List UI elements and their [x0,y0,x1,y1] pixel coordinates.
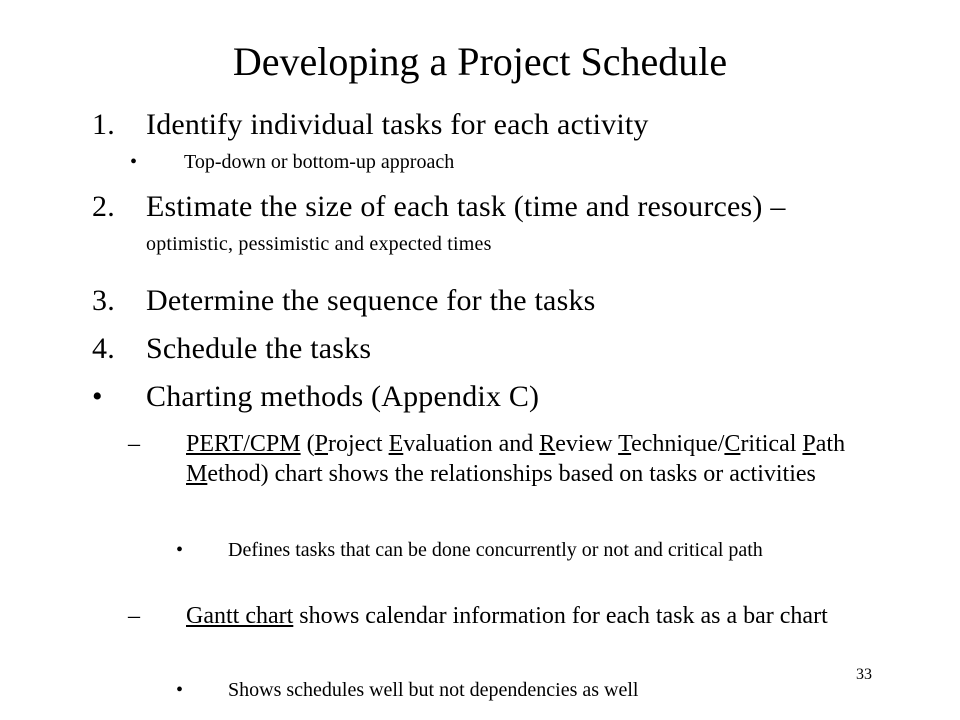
step-1-text: Identify individual tasks for each activity [146,108,649,141]
initial-letter: E [388,431,404,457]
step-4-text: Schedule the tasks [146,332,372,365]
gantt-item [128,601,868,631]
pert-cpm-text [186,429,868,489]
step-1 [92,108,822,142]
step-3-text: Determine the sequence for the tasks [146,284,596,317]
initial-letter: C [724,431,741,457]
step-4-number: 4. [92,332,115,365]
gantt-bullet [176,678,836,702]
slide-title: Developing a Project Schedule [232,39,728,84]
text-segment: ritical [740,431,803,457]
initial-letter: R [539,431,556,457]
step-3 [92,284,822,318]
text-segment: echnique/ [631,431,725,457]
initial-letter: P [314,431,328,457]
page-number: 33 [856,666,872,683]
initial-letter: P [802,431,816,457]
gantt-description: shows calendar information for each task as a bar chart [293,603,828,629]
gantt-bullet-text: Shows schedules well but not dependencies as well [228,679,639,701]
pert-cpm-bullet [176,538,836,562]
step-1-bullet-text: Top-down or bottom-up approach [184,151,455,173]
bullet-marker: • [92,380,103,413]
text-segment: ethod) chart shows the relationships based on tasks or activities [207,461,816,487]
step-2-text-wrap [146,190,822,261]
text-segment: roject [327,431,389,457]
initial-letter: T [618,431,632,457]
step-1-number: 1. [92,108,115,141]
bullet-marker: • [176,679,184,701]
step-2 [92,190,822,261]
step-2-text: Estimate the size of each task (time and resources) – [146,190,786,223]
bullet-marker: • [130,151,138,173]
step-4 [92,332,822,366]
text-segment: ( [300,431,315,457]
text-segment: valuation and [403,431,540,457]
step-1-bullet [130,150,830,174]
dash-marker: – [128,431,140,457]
bullet-marker: • [176,539,184,561]
pert-cpm-item [128,429,868,489]
charting-methods-text: Charting methods (Appendix C) [146,380,540,413]
text-segment: ath [815,431,846,457]
gantt-text [186,601,868,631]
charting-methods [92,380,822,414]
gantt-term: Gantt chart [186,603,294,629]
step-2-small-text: optimistic, pessimistic and expected times [146,233,492,255]
pert-cpm-term: PERT/CPM [186,431,301,457]
dash-marker: – [128,603,140,629]
step-2-number: 2. [92,190,115,223]
text-segment: eview [555,431,619,457]
step-3-number: 3. [92,284,115,317]
pert-cpm-bullet-text: Defines tasks that can be done concurrently or not and critical path [228,539,763,561]
initial-letter: M [186,461,208,487]
